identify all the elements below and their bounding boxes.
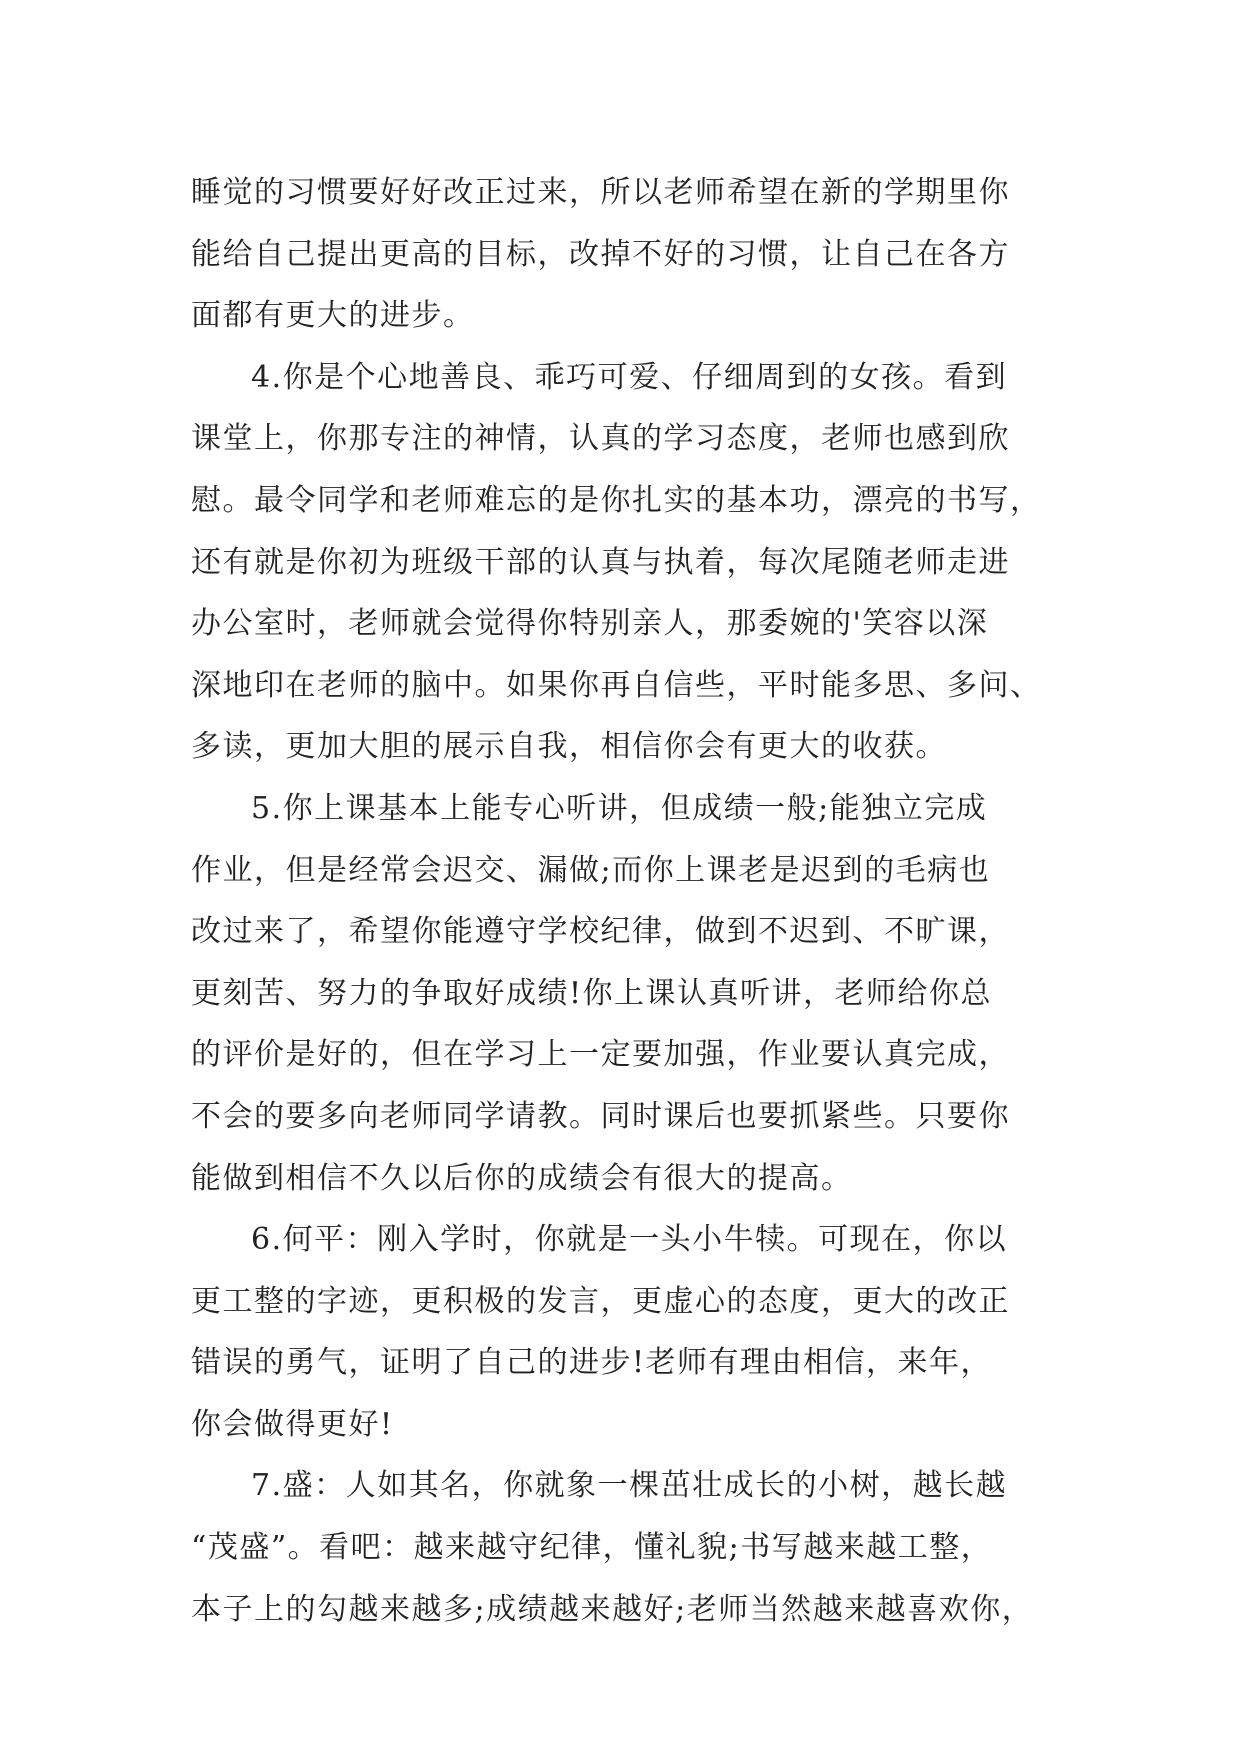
- text-line: “茂盛”。看吧：越来越守纪律，懂礼貌;书写越来越工整，: [191, 1530, 993, 1566]
- paragraph-start-line: 4.你是个心地善良、乖巧可爱、仔细周到的女孩。看到: [251, 359, 1008, 395]
- text-line: 错误的勇气，证明了自己的进步!老师有理由相信，来年，: [191, 1345, 993, 1381]
- text-line: 本子上的勾越来越多;成绩越来越好;老师当然越来越喜欢你，: [191, 1591, 1034, 1627]
- text-line: 更工整的字迹，更积极的发言，更虚心的态度，更大的改正: [191, 1283, 1010, 1319]
- text-line: 课堂上，你那专注的神情，认真的学习态度，老师也感到欣: [191, 421, 1010, 457]
- text-line: 能做到相信不久以后你的成绩会有很大的提高。: [191, 1160, 853, 1196]
- paragraph-start-line: 5.你上课基本上能专心听讲，但成绩一般;能独立完成: [251, 790, 988, 826]
- text-line: 办公室时，老师就会觉得你特别亲人，那委婉的'笑容以深: [191, 606, 989, 642]
- text-line: 作业，但是经常会迟交、漏做;而你上课老是迟到的毛病也: [191, 852, 991, 888]
- paragraph-start-line: 6.何平：刚入学时，你就是一头小牛犊。可现在，你以: [251, 1222, 1008, 1258]
- paragraph-start-line: 7.盛：人如其名，你就象一棵茁壮成长的小树，越长越: [251, 1468, 1008, 1504]
- text-line: 更刻苦、努力的争取好成绩!你上课认真听讲，老师给你总: [191, 975, 993, 1011]
- text-line: 你会做得更好!: [191, 1406, 394, 1442]
- text-line: 深地印在老师的脑中。如果你再自信些，平时能多思、多问、: [191, 667, 1042, 703]
- document-body: [191, 162, 1071, 1640]
- text-line: 能给自己提出更高的目标，改掉不好的习惯，让自己在各方: [191, 236, 1010, 272]
- text-line: 的评价是好的，但在学习上一定要加强，作业要认真完成，: [191, 1037, 1010, 1073]
- text-line: 还有就是你初为班级干部的认真与执着，每次尾随老师走进: [191, 544, 1010, 580]
- text-line: 面都有更大的进步。: [191, 298, 475, 334]
- text-line: 多读，更加大胆的展示自我，相信你会有更大的收获。: [191, 729, 947, 765]
- text-line: 睡觉的习惯要好好改正过来，所以老师希望在新的学期里你: [191, 175, 1010, 210]
- text-line: 改过来了，希望你能遵守学校纪律，做到不迟到、不旷课，: [191, 914, 1010, 950]
- text-line: 不会的要多向老师同学请教。同时课后也要抓紧些。只要你: [191, 1098, 1010, 1134]
- text-line: 慰。最令同学和老师难忘的是你扎实的基本功，漂亮的书写，: [191, 482, 1042, 518]
